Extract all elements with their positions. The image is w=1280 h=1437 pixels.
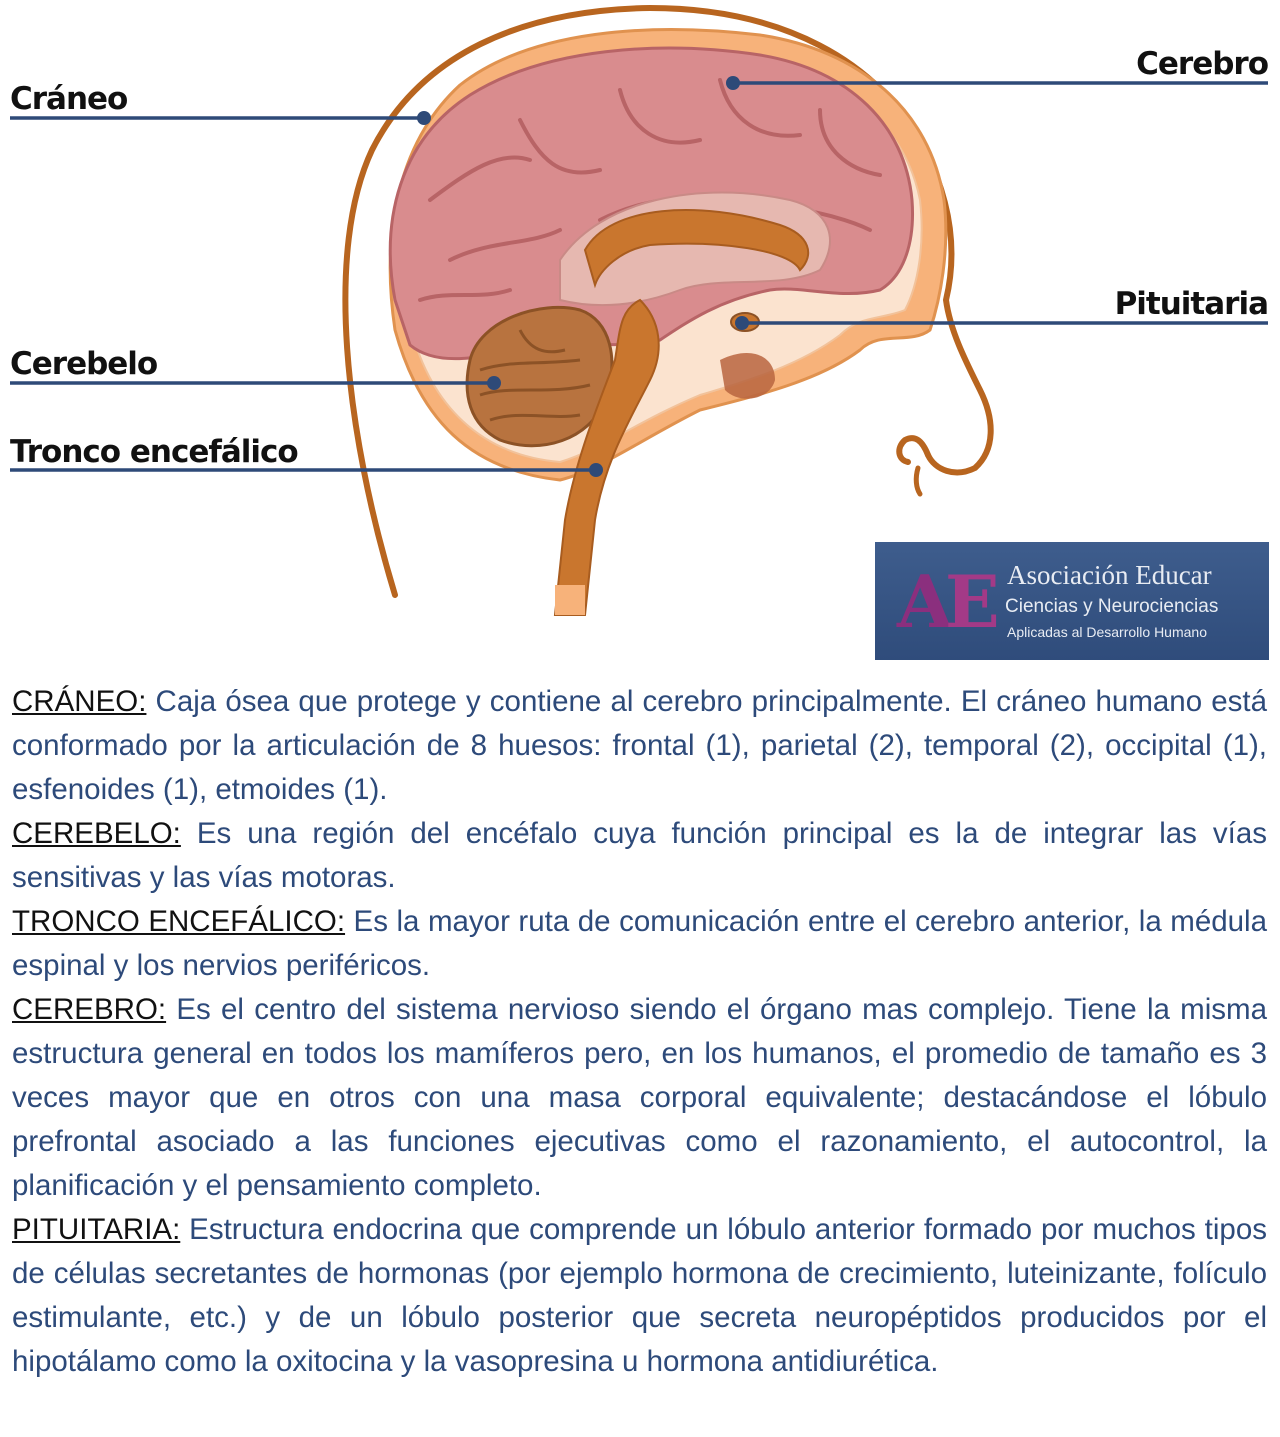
desc-craneo [12, 680, 1267, 812]
logo-mark-a: A [897, 559, 945, 644]
asociacion-educar-logo [875, 542, 1269, 660]
desc-cerebro [12, 988, 1267, 1208]
desc-text-cerebelo: Es una región del encéfalo cuya función principal es la de integrar las vías sensitivas y las vías motoras. [12, 817, 1267, 894]
term-cerebelo: CEREBELO: [12, 817, 181, 850]
term-tronco: TRONCO ENCEFÁLICO: [12, 905, 346, 938]
ae-monogram [897, 559, 992, 644]
term-pituitaria: PITUITARIA: [12, 1213, 181, 1246]
term-cerebro: CEREBRO: [12, 993, 167, 1026]
logo-subtitle: Ciencias y Neurociencias [1005, 596, 1219, 617]
desc-text-tronco: Es la mayor ruta de comunicación entre el cerebro anterior, la médula espinal y los nervios periféricos. [12, 905, 1267, 982]
desc-text-craneo: Caja ósea que protege y contiene al cerebro principalmente. El cráneo humano está conformado por la articulación de 8 huesos: frontal (1), parietal (2), temporal (2), occipital (1), esfenoides (1), etmoides (1). [12, 685, 1267, 806]
descriptions [12, 680, 1267, 1384]
label-cerebelo: Cerebelo [10, 346, 158, 382]
term-craneo: CRÁNEO: [12, 685, 147, 718]
label-tronco: Tronco encefálico [10, 434, 298, 470]
desc-text-cerebro: Es el centro del sistema nervioso siendo el órgano mas complejo. Tiene la misma estructura general en todos los mamíferos pero, en los humanos, el promedio de tamaño es 3 veces mayor que en otros con una masa corporal equivalente; destacándose el lóbulo prefrontal asociado a las funciones ejecutivas como el razonamiento, el autocontrol, la planificación y el pensamiento completo. [12, 993, 1267, 1202]
logo-title: Asociación Educar [1007, 560, 1212, 590]
logo-tagline: Aplicadas al Desarrollo Humano [1007, 624, 1207, 640]
label-cerebro: Cerebro [1136, 46, 1268, 82]
desc-pituitaria [12, 1208, 1267, 1384]
label-craneo: Cráneo [10, 81, 128, 117]
desc-tronco [12, 900, 1267, 988]
label-pituitaria: Pituitaria [1114, 286, 1268, 322]
logo-mark-e: E [944, 559, 992, 644]
desc-text-pituitaria: Estructura endocrina que comprende un lóbulo anterior formado por muchos tipos de células secretantes de hormonas (por ejemplo hormona de crecimiento, luteinizante, folículo estimulante, etc.) y de un lóbulo posterior que secreta neuropéptidos producidos por el hipotálamo como la oxitocina y la vasopresina u hormona antidiurética. [12, 1213, 1267, 1378]
desc-cerebelo [12, 812, 1267, 900]
